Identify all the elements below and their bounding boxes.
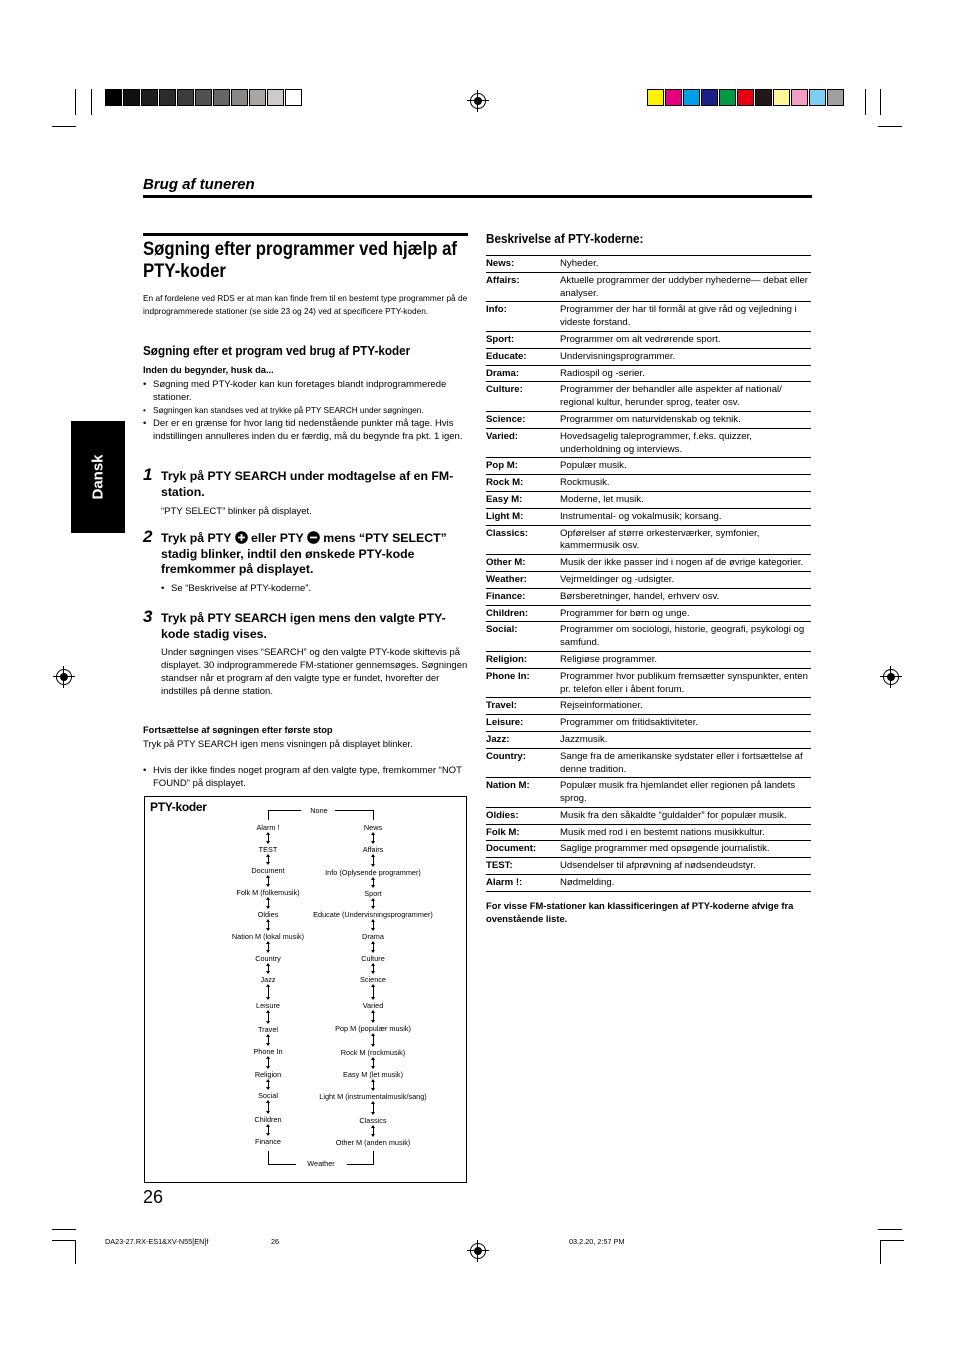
pty-row bbox=[486, 331, 811, 348]
pty-row bbox=[486, 508, 811, 525]
crop-mark bbox=[75, 89, 76, 115]
pty-description: Børsberetninger, handel, erhverv osv. bbox=[560, 588, 811, 605]
pty-code: Easy M: bbox=[486, 491, 560, 508]
pty-code-item: Nation M (lokal musik) bbox=[231, 932, 305, 941]
pty-description: Udsendelser til afprøvning af nødsendeudstyr. bbox=[560, 858, 811, 875]
pty-row bbox=[486, 411, 811, 428]
double-arrow-icon bbox=[373, 942, 374, 952]
pty-row bbox=[486, 491, 811, 508]
pty-row bbox=[486, 622, 811, 652]
pty-row bbox=[486, 256, 811, 273]
pty-description: Instrumental- og vokalmusik; korsang. bbox=[560, 508, 811, 525]
language-tab-label: Dansk bbox=[89, 454, 107, 500]
double-arrow-icon bbox=[268, 1125, 269, 1135]
page-title: Søgning efter programmer ved hjælp af PTY-koder bbox=[143, 238, 458, 282]
section-rule bbox=[143, 195, 812, 198]
step-text: Tryk på PTY SEARCH igen mens den valgte PTY-kode stadig vises. bbox=[161, 611, 446, 641]
pty-description: Hovedsagelig taleprogrammer, f.eks. quizzer, underholdning og interviews. bbox=[560, 428, 811, 458]
pty-description: Programmer om fritidsaktiviteter. bbox=[560, 715, 811, 732]
double-arrow-icon bbox=[373, 964, 374, 973]
subheading: Søgning efter et program ved brug af PTY-koder bbox=[143, 343, 411, 358]
connector-line bbox=[268, 1151, 269, 1164]
color-patch bbox=[809, 89, 826, 106]
pty-code: TEST: bbox=[486, 858, 560, 875]
pty-description: Programmer for børn og unge. bbox=[560, 605, 811, 622]
language-tab bbox=[71, 421, 125, 533]
crop-mark bbox=[878, 1229, 902, 1230]
step-note: Under søgningen vises “SEARCH” og den valgte PTY-kode skiftevis på displayet. 30 indprogrammerede FM-stationer gennemsøges. Søgningen standser når et program af den valgte type er fundet, hvorefter der indstilles på denne station. bbox=[161, 647, 468, 697]
footer-datetime: 03.2.20, 2:57 PM bbox=[569, 1237, 625, 1246]
color-patch bbox=[701, 89, 718, 106]
step-text: Tryk på PTY SEARCH under modtagelse af en FM-station. bbox=[161, 469, 454, 499]
pty-code: Folk M: bbox=[486, 824, 560, 841]
continue-note bbox=[143, 764, 468, 790]
step-text-part: eller PTY bbox=[251, 531, 304, 545]
pty-code: Other M: bbox=[486, 555, 560, 572]
pty-code-item: Finance bbox=[255, 1137, 281, 1146]
color-patch bbox=[665, 89, 682, 106]
pty-description: Opførelser af større orkesterværker, symfonier, kammermusik osv. bbox=[560, 525, 811, 555]
pty-row bbox=[486, 365, 811, 382]
double-arrow-icon bbox=[268, 876, 269, 886]
pty-description: Radiospil og -serier. bbox=[560, 365, 811, 382]
pty-code: Social: bbox=[486, 622, 560, 652]
pty-code-item: Children bbox=[254, 1115, 282, 1124]
pty-code-item: Culture bbox=[361, 954, 385, 963]
pty-code: Sport: bbox=[486, 331, 560, 348]
color-patch bbox=[755, 89, 772, 106]
color-patch bbox=[105, 89, 122, 106]
pty-code: Leisure: bbox=[486, 715, 560, 732]
color-calibration-bar-right bbox=[647, 89, 845, 106]
pty-description: Musik der ikke passer ind i nogen af de øvrige kategorier. bbox=[560, 555, 811, 572]
pty-description: Moderne, let musik. bbox=[560, 491, 811, 508]
color-calibration-bar-left bbox=[105, 89, 303, 106]
pty-description: Programmer der behandler alle aspekter af national/ regional kultur, herunder sprog, teater osv. bbox=[560, 382, 811, 412]
pty-code: Country: bbox=[486, 748, 560, 778]
color-patch bbox=[213, 89, 230, 106]
color-patch bbox=[719, 89, 736, 106]
pty-row bbox=[486, 555, 811, 572]
pty-code-item: Alarm ! bbox=[256, 823, 280, 832]
pty-code-bottom: Weather bbox=[307, 1159, 335, 1168]
pty-description: Programmer om sociologi, historie, geografi, psykologi og samfund. bbox=[560, 622, 811, 652]
pty-description: Populær musik fra hjemlandet eller regionen på landets sprog. bbox=[560, 778, 811, 808]
pty-code-item: Social bbox=[258, 1091, 278, 1100]
pty-code: Rock M: bbox=[486, 475, 560, 492]
step-note-bullet: • Se “Beskrivelse af PTY-koderne”. bbox=[161, 582, 311, 595]
double-arrow-icon bbox=[268, 942, 269, 952]
pty-row bbox=[486, 475, 811, 492]
pty-code-item: Affairs bbox=[362, 845, 384, 854]
color-patch bbox=[123, 89, 140, 106]
double-arrow-icon bbox=[268, 898, 269, 908]
footer-page: 26 bbox=[271, 1237, 280, 1246]
pty-code-item: Leisure bbox=[256, 1001, 280, 1010]
crop-mark bbox=[865, 89, 866, 115]
double-arrow-icon bbox=[268, 1101, 269, 1113]
pty-code-item: Oldies bbox=[257, 910, 279, 919]
connector-line bbox=[347, 1164, 374, 1165]
pty-description: Nyheder. bbox=[560, 256, 811, 273]
pty-description: Populær musik. bbox=[560, 458, 811, 475]
pty-row bbox=[486, 858, 811, 875]
crop-mark bbox=[52, 1240, 76, 1241]
crop-mark bbox=[880, 1240, 904, 1241]
double-arrow-icon bbox=[373, 855, 374, 866]
connector-line bbox=[373, 1151, 374, 1164]
step-number: 3 bbox=[143, 607, 153, 626]
pty-row bbox=[486, 348, 811, 365]
registration-mark-icon bbox=[56, 669, 72, 685]
pty-description: Musik med rod i en bestemt nations musikkultur. bbox=[560, 824, 811, 841]
pty-description: Jazzmusik. bbox=[560, 731, 811, 748]
pty-code-item: Science bbox=[360, 975, 386, 984]
pty-row bbox=[486, 605, 811, 622]
double-arrow-icon bbox=[373, 1011, 374, 1022]
double-arrow-icon bbox=[373, 1034, 374, 1046]
step-text-part: mens “PTY SELECT” stadig blinker, indtil den ønskede PTY-kode fremkommer på displayet. bbox=[161, 531, 447, 576]
pty-code-item: Other M (anden musik) bbox=[335, 1138, 411, 1147]
pty-row bbox=[486, 272, 811, 302]
pty-code-item: Sport bbox=[364, 889, 382, 898]
pty-code: Classics: bbox=[486, 525, 560, 555]
pty-description: Musik fra den såkaldte “guldalder” for populær musik. bbox=[560, 807, 811, 824]
color-patch bbox=[141, 89, 158, 106]
double-arrow-icon bbox=[268, 920, 269, 930]
pty-code-item: Document bbox=[251, 866, 285, 875]
classification-note: For visse FM-stationer kan klassificeringen af PTY-koderne afvige fra ovenstående liste. bbox=[486, 900, 794, 924]
double-arrow-icon bbox=[268, 855, 269, 864]
pty-row bbox=[486, 651, 811, 668]
pty-row bbox=[486, 571, 811, 588]
double-arrow-icon bbox=[268, 833, 269, 843]
pty-code: Document: bbox=[486, 841, 560, 858]
color-patch bbox=[683, 89, 700, 106]
color-patch bbox=[231, 89, 248, 106]
pty-code: Drama: bbox=[486, 365, 560, 382]
double-arrow-icon bbox=[268, 985, 269, 999]
pty-code: Jazz: bbox=[486, 731, 560, 748]
footer-file: DA23-27.RX-ES1&XV-N55[EN]f bbox=[105, 1237, 209, 1246]
pty-code: Travel: bbox=[486, 698, 560, 715]
color-patch bbox=[827, 89, 844, 106]
before-bullet: • Søgningen kan standses ved at trykke på PTY SEARCH under søgningen. bbox=[143, 404, 468, 417]
step-number: 1 bbox=[143, 465, 153, 484]
crop-mark bbox=[878, 126, 902, 127]
color-patch bbox=[249, 89, 266, 106]
pty-code-item: Varied bbox=[362, 1001, 384, 1010]
double-arrow-icon bbox=[268, 1035, 269, 1045]
pty-code: Weather: bbox=[486, 571, 560, 588]
crop-mark bbox=[52, 1229, 76, 1230]
crop-mark bbox=[52, 126, 76, 127]
continue-text: Tryk på PTY SEARCH igen mens visningen på displayet blinker. bbox=[143, 739, 413, 750]
pty-code: News: bbox=[486, 256, 560, 273]
pty-codes-label: PTY-koder bbox=[150, 800, 207, 814]
pty-code-item: Pop M (populær musik) bbox=[335, 1024, 411, 1033]
pty-code: Oldies: bbox=[486, 807, 560, 824]
pty-code: Religion: bbox=[486, 651, 560, 668]
pty-code: Phone In: bbox=[486, 668, 560, 698]
pty-code: Science: bbox=[486, 411, 560, 428]
intro-text: En af fordelene ved RDS er at man kan finde frem til en bestemt type programmer på de indprogrammerede stationer (se side 23 og 24) ved at specificere PTY-koden. bbox=[143, 293, 468, 316]
before-bullet: • Søgning med PTY-koder kan kun foretages blandt indprogrammerede stationer. bbox=[143, 378, 468, 404]
pty-row bbox=[486, 382, 811, 412]
pty-code: Info: bbox=[486, 302, 560, 332]
before-heading: Inden du begynder, husk da... bbox=[143, 365, 274, 375]
pty-code: Pop M: bbox=[486, 458, 560, 475]
step-note: “PTY SELECT” blinker på displayet. bbox=[161, 506, 312, 517]
color-patch bbox=[159, 89, 176, 106]
section-title: Brug af tuneren bbox=[143, 176, 255, 193]
pty-code: Nation M: bbox=[486, 778, 560, 808]
double-arrow-icon bbox=[373, 833, 374, 843]
pty-code: Educate: bbox=[486, 348, 560, 365]
connector-line bbox=[268, 810, 301, 811]
step-text-part: Tryk på PTY bbox=[161, 531, 232, 545]
pty-description: Sange fra de amerikanske sydstater eller i fortsættelse af denne tradition. bbox=[560, 748, 811, 778]
minus-button-icon bbox=[307, 531, 320, 544]
registration-mark-icon bbox=[470, 93, 486, 109]
crop-mark bbox=[880, 89, 881, 115]
pty-row bbox=[486, 841, 811, 858]
double-arrow-icon bbox=[373, 899, 374, 908]
pty-code-item: Country bbox=[255, 954, 281, 963]
pty-description: Rejseinformationer. bbox=[560, 698, 811, 715]
plus-button-icon bbox=[235, 531, 248, 544]
pty-code-item: Educate (Undervisningsprogrammer) bbox=[313, 910, 433, 919]
pty-code: Children: bbox=[486, 605, 560, 622]
pty-code-item: TEST bbox=[258, 845, 278, 854]
pty-code-item: Travel bbox=[257, 1025, 279, 1034]
double-arrow-icon bbox=[268, 1080, 269, 1089]
color-patch bbox=[791, 89, 808, 106]
crop-mark bbox=[91, 89, 92, 115]
pty-row bbox=[486, 302, 811, 332]
pty-code: Affairs: bbox=[486, 272, 560, 302]
pty-code-item: Easy M (let musik) bbox=[342, 1070, 404, 1079]
pty-code: Finance: bbox=[486, 588, 560, 605]
pty-row bbox=[486, 748, 811, 778]
pty-description: Programmer der har til formål at give råd og vejledning i videste forstand. bbox=[560, 302, 811, 332]
double-arrow-icon bbox=[268, 1057, 269, 1068]
page-number: 26 bbox=[143, 1187, 164, 1207]
pty-code-item: Info (Oplysende programmer) bbox=[325, 868, 421, 877]
color-patch bbox=[267, 89, 284, 106]
pty-row bbox=[486, 588, 811, 605]
pty-description: Religiøse programmer. bbox=[560, 651, 811, 668]
pty-code-item: Drama bbox=[362, 932, 384, 941]
registration-mark-icon bbox=[470, 1243, 486, 1259]
step-number: 2 bbox=[143, 527, 153, 546]
pty-code-item: Classics bbox=[359, 1116, 387, 1125]
double-arrow-icon bbox=[373, 878, 374, 887]
pty-row bbox=[486, 875, 811, 892]
before-bullet: • Der er en grænse for hvor lang tid nedenstående punkter må tage. Hvis indstillingen annulleres inden du er færdig, må du begynde fra pkt. 1 igen. bbox=[143, 417, 468, 443]
pty-code: Alarm !: bbox=[486, 875, 560, 892]
pty-row bbox=[486, 778, 811, 808]
pty-description: Rockmusik. bbox=[560, 475, 811, 492]
double-arrow-icon bbox=[373, 1126, 374, 1136]
pty-row bbox=[486, 428, 811, 458]
pty-description: Programmer hvor publikum fremsætter synspunkter, enten pr. telefon eller i åbent forum. bbox=[560, 668, 811, 698]
title-rule bbox=[143, 233, 468, 236]
pty-description: Aktuelle programmer der uddyber nyhederne— debat eller analyser. bbox=[560, 272, 811, 302]
before-list bbox=[143, 378, 468, 443]
pty-code-item: Rock M (rockmusik) bbox=[340, 1048, 406, 1057]
pty-row bbox=[486, 715, 811, 732]
continue-heading: Fortsættelse af søgningen efter første stop bbox=[143, 725, 333, 735]
pty-code-item: Folk M (folkemusik) bbox=[236, 888, 300, 897]
pty-code-item: Religion bbox=[254, 1070, 282, 1079]
color-patch bbox=[177, 89, 194, 106]
pty-code: Light M: bbox=[486, 508, 560, 525]
pty-code-item: Phone In bbox=[253, 1047, 283, 1056]
double-arrow-icon bbox=[268, 964, 269, 973]
registration-mark-icon bbox=[883, 669, 899, 685]
color-patch bbox=[285, 89, 302, 106]
pty-row bbox=[486, 458, 811, 475]
pty-description: Programmer om naturvidenskab og teknik. bbox=[560, 411, 811, 428]
double-arrow-icon bbox=[373, 1080, 374, 1090]
pty-code-item: Light M (instrumentalmusik/sang) bbox=[319, 1092, 427, 1101]
double-arrow-icon bbox=[373, 1102, 374, 1114]
pty-description: Nødmelding. bbox=[560, 875, 811, 892]
color-patch bbox=[737, 89, 754, 106]
pty-row bbox=[486, 807, 811, 824]
double-arrow-icon bbox=[373, 1058, 374, 1068]
pty-row bbox=[486, 525, 811, 555]
color-patch bbox=[195, 89, 212, 106]
pty-code-item: Jazz bbox=[260, 975, 276, 984]
pty-code: Varied: bbox=[486, 428, 560, 458]
pty-description: Undervisningsprogrammer. bbox=[560, 348, 811, 365]
pty-description-table bbox=[486, 255, 811, 892]
pty-row bbox=[486, 668, 811, 698]
continue-bullet: • Hvis der ikke findes noget program af den valgte type, fremkommer “NOT FOUND” på displayet. bbox=[143, 764, 468, 790]
pty-row bbox=[486, 698, 811, 715]
crop-mark bbox=[75, 1240, 76, 1264]
step-text bbox=[161, 531, 471, 578]
pty-row bbox=[486, 824, 811, 841]
pty-code: Culture: bbox=[486, 382, 560, 412]
connector-line bbox=[335, 810, 373, 811]
pty-description: Saglige programmer med opsøgende journalistik. bbox=[560, 841, 811, 858]
pty-codes-box bbox=[144, 796, 467, 1183]
color-patch bbox=[647, 89, 664, 106]
pty-code-top: None bbox=[310, 806, 328, 815]
pty-code-item: News bbox=[363, 823, 383, 832]
connector-line bbox=[268, 810, 269, 820]
crop-mark bbox=[880, 1240, 881, 1264]
double-arrow-icon bbox=[373, 985, 374, 999]
double-arrow-icon bbox=[373, 920, 374, 930]
pty-description-heading: Beskrivelse af PTY-koderne: bbox=[486, 231, 644, 246]
pty-row bbox=[486, 731, 811, 748]
color-patch bbox=[773, 89, 790, 106]
step-note bbox=[161, 582, 311, 595]
pty-description: Programmer om alt vedrørende sport. bbox=[560, 331, 811, 348]
pty-description: Vejrmeldinger og -udsigter. bbox=[560, 571, 811, 588]
connector-line bbox=[268, 1164, 296, 1165]
double-arrow-icon bbox=[268, 1011, 269, 1023]
connector-line bbox=[373, 810, 374, 820]
